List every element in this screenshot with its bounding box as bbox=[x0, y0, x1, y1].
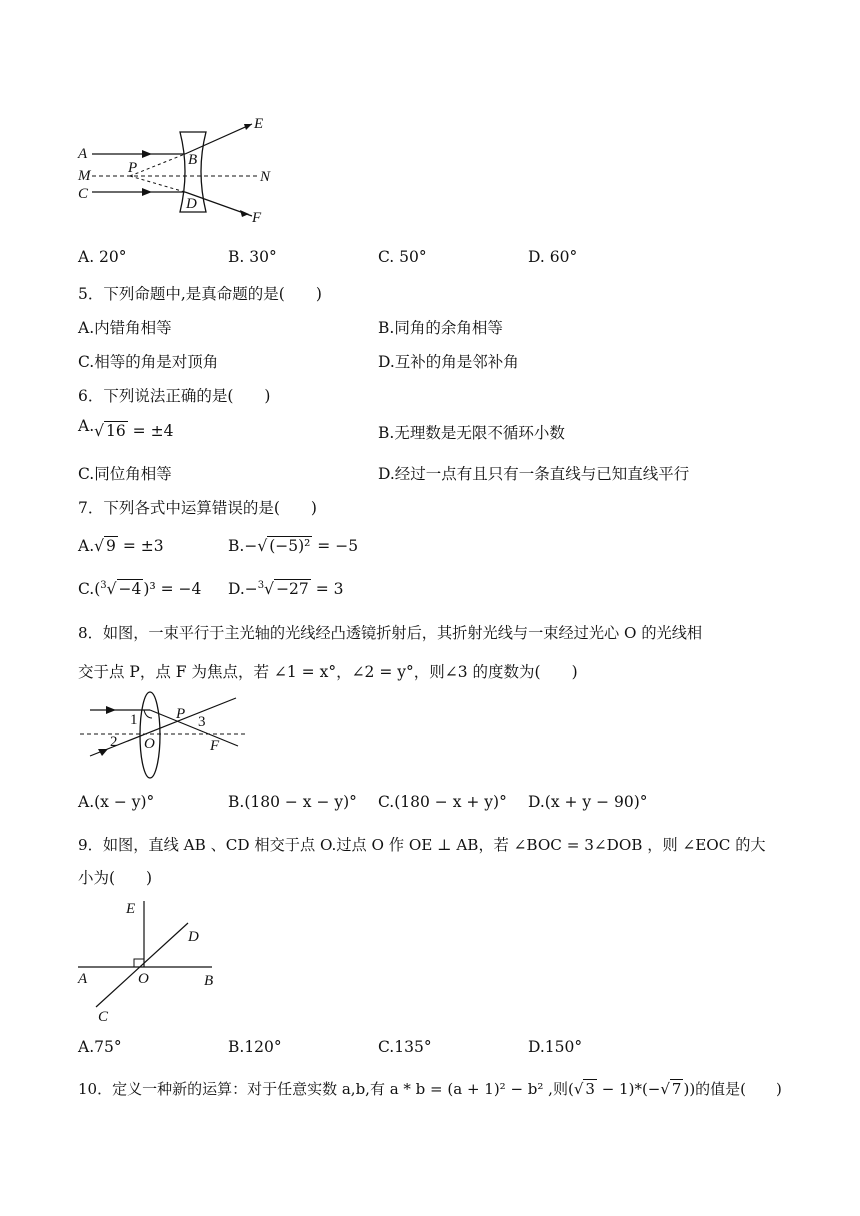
q8-label-p: P bbox=[176, 706, 186, 722]
q7-option-d-radicand: −27 bbox=[276, 580, 309, 599]
q7-option-a-prefix: A. bbox=[78, 537, 95, 555]
q7-option-a-radicand: 9 bbox=[106, 537, 116, 555]
q10-radicand-2: 7 bbox=[671, 1080, 682, 1098]
q4-option-d: D. 60° bbox=[528, 248, 578, 266]
q5-stem: 5．下列命题中,是真命题的是( ) bbox=[78, 285, 322, 303]
q9-label-a: A bbox=[78, 971, 88, 987]
q8-option-b: B.(180 − x − y)° bbox=[228, 793, 357, 811]
q9-stem-line1: 9．如图，直线 AB 、CD 相交于点 O.过点 O 作 OE ⊥ AB，若 ∠BOC = 3∠DOB ，则 ∠EOC 的大 bbox=[78, 836, 766, 854]
q5-option-d: D.互补的角是邻补角 bbox=[378, 353, 519, 371]
q7-option-c bbox=[78, 580, 201, 598]
q6-option-a-rest: = ±4 bbox=[127, 422, 174, 440]
q7-option-d-index: 3 bbox=[257, 580, 265, 591]
q4-option-b: B. 30° bbox=[228, 248, 277, 266]
q10-expr-open: ( bbox=[567, 1080, 574, 1098]
q4-label-b: B bbox=[188, 152, 198, 168]
sqrt-symbol-icon: √ bbox=[106, 580, 117, 599]
q6-option-a-prefix: A. bbox=[78, 417, 95, 435]
sqrt-symbol-icon: √ bbox=[660, 1080, 670, 1098]
q8-option-c: C.(180 − x + y)° bbox=[378, 793, 507, 811]
q7-option-c-rest: )³ = −4 bbox=[143, 580, 202, 599]
q4-label-f: F bbox=[252, 210, 262, 226]
q7-option-a bbox=[78, 537, 164, 555]
q4-label-d: D bbox=[186, 196, 197, 212]
q10-expr-mid: − 1)*(− bbox=[596, 1080, 661, 1098]
q5-option-a: A.内错角相等 bbox=[78, 319, 172, 337]
q7-stem: 7．下列各式中运算错误的是( ) bbox=[78, 499, 317, 517]
q7-option-b bbox=[228, 537, 358, 555]
q7-option-c-prefix: C.( bbox=[78, 580, 101, 599]
q6-stem: 6．下列说法正确的是( ) bbox=[78, 387, 271, 405]
q7-option-b-prefix: B.− bbox=[228, 537, 258, 555]
q8-option-a: A.(x − y)° bbox=[78, 793, 155, 811]
q4-label-n: N bbox=[260, 169, 271, 185]
q9-label-o: O bbox=[138, 971, 149, 987]
q7-option-c-radicand: −4 bbox=[118, 580, 142, 599]
q8-label-angle-1: 1 bbox=[130, 712, 138, 728]
q7-option-a-rest: = ±3 bbox=[117, 537, 164, 555]
q4-option-a: A. 20° bbox=[78, 248, 127, 266]
q6-option-a-radicand: 16 bbox=[106, 422, 126, 440]
q4-label-c: C bbox=[78, 186, 89, 202]
q9-stem-line2: 小为( ) bbox=[78, 869, 153, 887]
q5-option-c: C.相等的角是对顶角 bbox=[78, 353, 219, 371]
q7-option-d bbox=[228, 580, 343, 598]
q5-option-b: B.同角的余角相等 bbox=[378, 319, 503, 337]
q7-option-c-index: 3 bbox=[100, 580, 107, 591]
q7-option-b-rest: = −5 bbox=[312, 537, 359, 555]
q10-stem bbox=[78, 1078, 782, 1099]
q6-option-a bbox=[78, 417, 174, 440]
q9-label-b: B bbox=[204, 973, 214, 989]
sqrt-symbol-icon: √ bbox=[94, 537, 105, 555]
q6-option-d: D.经过一点有且只有一条直线与已知直线平行 bbox=[378, 465, 690, 483]
q10-expr-close: ))的值是( ) bbox=[683, 1080, 782, 1098]
sqrt-symbol-icon: √ bbox=[264, 580, 275, 599]
sqrt-symbol-icon: √ bbox=[257, 537, 268, 555]
q9-label-c: C bbox=[98, 1009, 109, 1025]
q10-stem-text: 10．定义一种新的运算：对于任意实数 a,b,有 a * b = (a + 1)² − b² ,则 bbox=[78, 1080, 568, 1098]
q8-figure-convex-lens bbox=[76, 690, 276, 790]
q9-option-c: C.135° bbox=[378, 1038, 432, 1056]
sqrt-symbol-icon: √ bbox=[573, 1080, 584, 1098]
q7-option-b-radicand: (−5)² bbox=[269, 537, 311, 555]
q7-option-d-rest: = 3 bbox=[310, 580, 344, 599]
q8-option-d: D.(x + y − 90)° bbox=[528, 793, 648, 811]
q7-option-d-prefix: D.− bbox=[228, 580, 258, 599]
q4-option-c: C. 50° bbox=[378, 248, 427, 266]
q4-figure-lens-diagram bbox=[72, 110, 372, 230]
q9-label-e: E bbox=[126, 901, 136, 917]
q8-label-f: F bbox=[210, 738, 220, 754]
q8-label-angle-3: 3 bbox=[198, 714, 206, 730]
q4-label-e: E bbox=[254, 116, 264, 132]
q8-stem-line1: 8．如图，一束平行于主光轴的光线经凸透镜折射后，其折射光线与一束经过光心 O 的光线相 bbox=[78, 624, 703, 642]
q8-label-o: O bbox=[144, 736, 155, 752]
q9-option-b: B.120° bbox=[228, 1038, 282, 1056]
q4-label-m: M bbox=[78, 168, 91, 184]
q6-option-b: B.无理数是无限不循环小数 bbox=[378, 424, 565, 442]
q9-option-a: A.75° bbox=[78, 1038, 122, 1056]
q9-figure-intersecting-lines bbox=[72, 895, 232, 1025]
q4-label-p: P bbox=[128, 160, 138, 176]
q10-radicand-1: 3 bbox=[585, 1080, 595, 1098]
q9-option-d: D.150° bbox=[528, 1038, 583, 1056]
q9-label-d: D bbox=[188, 929, 199, 945]
sqrt-symbol-icon: √ bbox=[94, 422, 105, 440]
q4-label-a: A bbox=[78, 146, 88, 162]
q8-label-angle-2: 2 bbox=[110, 734, 118, 750]
q6-option-c: C.同位角相等 bbox=[78, 465, 172, 483]
q8-stem-line2: 交于点 P，点 F 为焦点，若 ∠1 = x°，∠2 = y°，则∠3 的度数为( ) bbox=[78, 663, 578, 681]
